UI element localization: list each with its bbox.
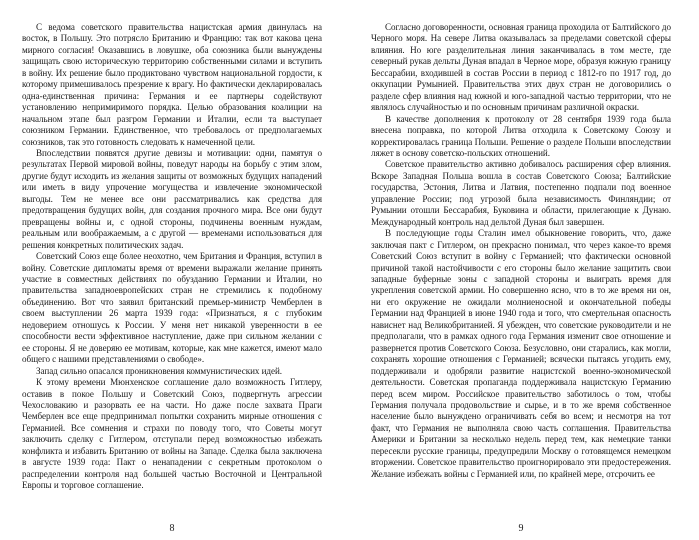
right-paragraph-3: Советское правительство активно добивалось расширения сфер влияния. Вскоре Западная Польша вошла в состав Советского Союза; Балтийские государства, Эстония, Литва и Латвия, постепенно подпали под военное управление России; под угрозой была независимость Финляндии; от Румынии отошли Бессарабия, Буковина и области, прилегающие к Дунаю. Международный контроль над дельтой Дуная был завершен. [371,159,671,227]
right-paragraph-2: В качестве дополнения к протоколу от 28 сентября 1939 года была внесена поправка, по которой Литва отходила к Советскому Союзу и корректировалась граница Польши. Решение о разделе Польши впоследствии ляжет в основу советско-польских отношений. [371,113,671,158]
left-paragraph-2: Впоследствии появятся другие девизы и мотивации: одни, памятуя о результатах Первой мировой войны, поведут народы на борьбу с этим злом, другие будут исходить из желания защиты от возможных будущих нападений или иметь в виду упрочение могущества и извлечение экономической выгоды. Тем не менее все они рассматривались как средства для предотвращения будущих войн, для создания прочного мира. Все они будут превращены войны и, с одной стороны, подчинены военным нуждам, реальным или воображаемым, а с другой — временами использоваться для решения конкретных политических задач. [22,147,322,250]
right-page-number: 9 [518,523,524,534]
left-paragraph-3: Советский Союз еще более неохотно, чем Британия и Франция, вступил в войну. Советские дипломаты время от времени выражали желание принять участие в совместных действиях по обузданию Германии и Италии, но правительства западноевропейских стран не стремились к подобному объединению. Вот что заявил британский премьер-министр Чемберлен в своем выступлении 26 марта 1939 года: «Признаться, я с глубоким недоверием отношусь к России. У меня нет никакой уверенности в ее способности вести эффективное наступление, даже при сильном желании с ее стороны. Я не доверяю ее мотивам, которые, как мне кажется, имеют мало общего с нашими представлениями о свободе». [22,251,322,365]
left-page [22,22,322,518]
right-paragraph-4: В последующие годы Сталин имел обыкновение говорить, что, даже заключая пакт с Гитлером, он прекрасно понимал, что через какое-то время Советский Союз вступит в войну с Германией; что фактически основной причиной такой настойчивости с его стороны было желание защитить свои западные буферные зоны с западной стороны и выиграть время для укрепления советской армии. Но совершенно ясно, что в то же время ни он, ни его окружение не ожидали молниеносной и окончательной победы Германии над Францией в июне 1940 года и того, что смертельная опасность нависнет над Великобританией. Я убежден, что советские руководители и не предполагали, что в рамках одного года Германия изменит свое отношение и развернется против Советского Союза. Безусловно, они старались, как могли, сохранять хорошие отношения с Германией; всячески пытаясь угодить ему, поддерживали и одобряли развитие нацистской военно-экономической деятельности. Советская пропаганда поддерживала нацистскую Германию перед всем миром. Российское правительство заботилось о том, чтобы Германия получала продовольствие и сырье, и в то же время собственное население было вынуждено ограничивать себя во всем; и несмотря на тот факт, что Германия не выполняла свою часть соглашения. Правительства Америки и Британии за несколько недель перед тем, как немецкие танки пересекли русские границы, предупредили Москву о готовящемся немецком вторжении. Советское правительство проигнорировало эти предостережения. Желание избежать войны с Германией или, по крайней мере, отсрочить ее [371,228,671,479]
left-paragraph-4: Запад сильно опасался проникновения коммунистических идей. [36,365,283,376]
left-paragraph-1: С ведома советского правительства нацистская армия двинулась на восток, в Польшу. Это потрясло Британию и Францию: так вот какова цена мирного согласия! Оказавшись в ловушке, оба союзника были вынуждены защищать свою историческую территорию собственными силами и вступить в войну. Их решение было продиктовано чувством национальной гордости, к которому примешивалось презрение к врагу. Но фактически декларировалась одна-единственная причина: Германия и ее партнеры содействуют установлению непримиримого порядка. Целью образования коалиции на начальном этапе был разгром Германии и Италии, если та выступает союзником Германии. Единственное, что требовалось от предполагаемых союзников, так это готовность следовать к намеченной цели. [22,22,322,147]
left-paragraph-5: К этому времени Мюнхенское соглашение дало возможность Гитлеру, оставив в покое Польшу и Советский Союз, подвергнуть агрессии Чехословакию и разорвать ее на части. Но даже после захвата Праги Чемберлен все еще предпринимал попытки сохранить мирные отношения с Германией. Все сомнения и страхи по поводу того, что Советы могут заключить сделку с Гитлером, отступали перед возможностью избежать конфликта и избавить Британию от войны на Западе. Сделка была заключена в августе 1939 года: Пакт о ненападении с секретным протоколом о распределении контроля над большей частью Восточной и Центральной Европы и торговое соглашение. [22,377,322,491]
right-page [371,22,671,518]
left-page-number: 8 [169,523,175,534]
right-paragraph-1: Согласно договоренности, основная граница проходила от Балтийского до Черного моря. На севере Литва оказывалась за пределами советской сферы влияния. Но юге разделительная линия заканчивалась в том месте, где северный рукав дельты Дуная впадал в Черное море, образуя южную границу Бессарабии, входившей в состав России в период с 1812-го по 1917 год, до оккупации Румынией. Правительства этих двух стран не договорились о разделе сфер влияния над южной и юго-западной частью территории, что не являлось случайностью и по основным причинам различной окраски. [371,22,671,113]
